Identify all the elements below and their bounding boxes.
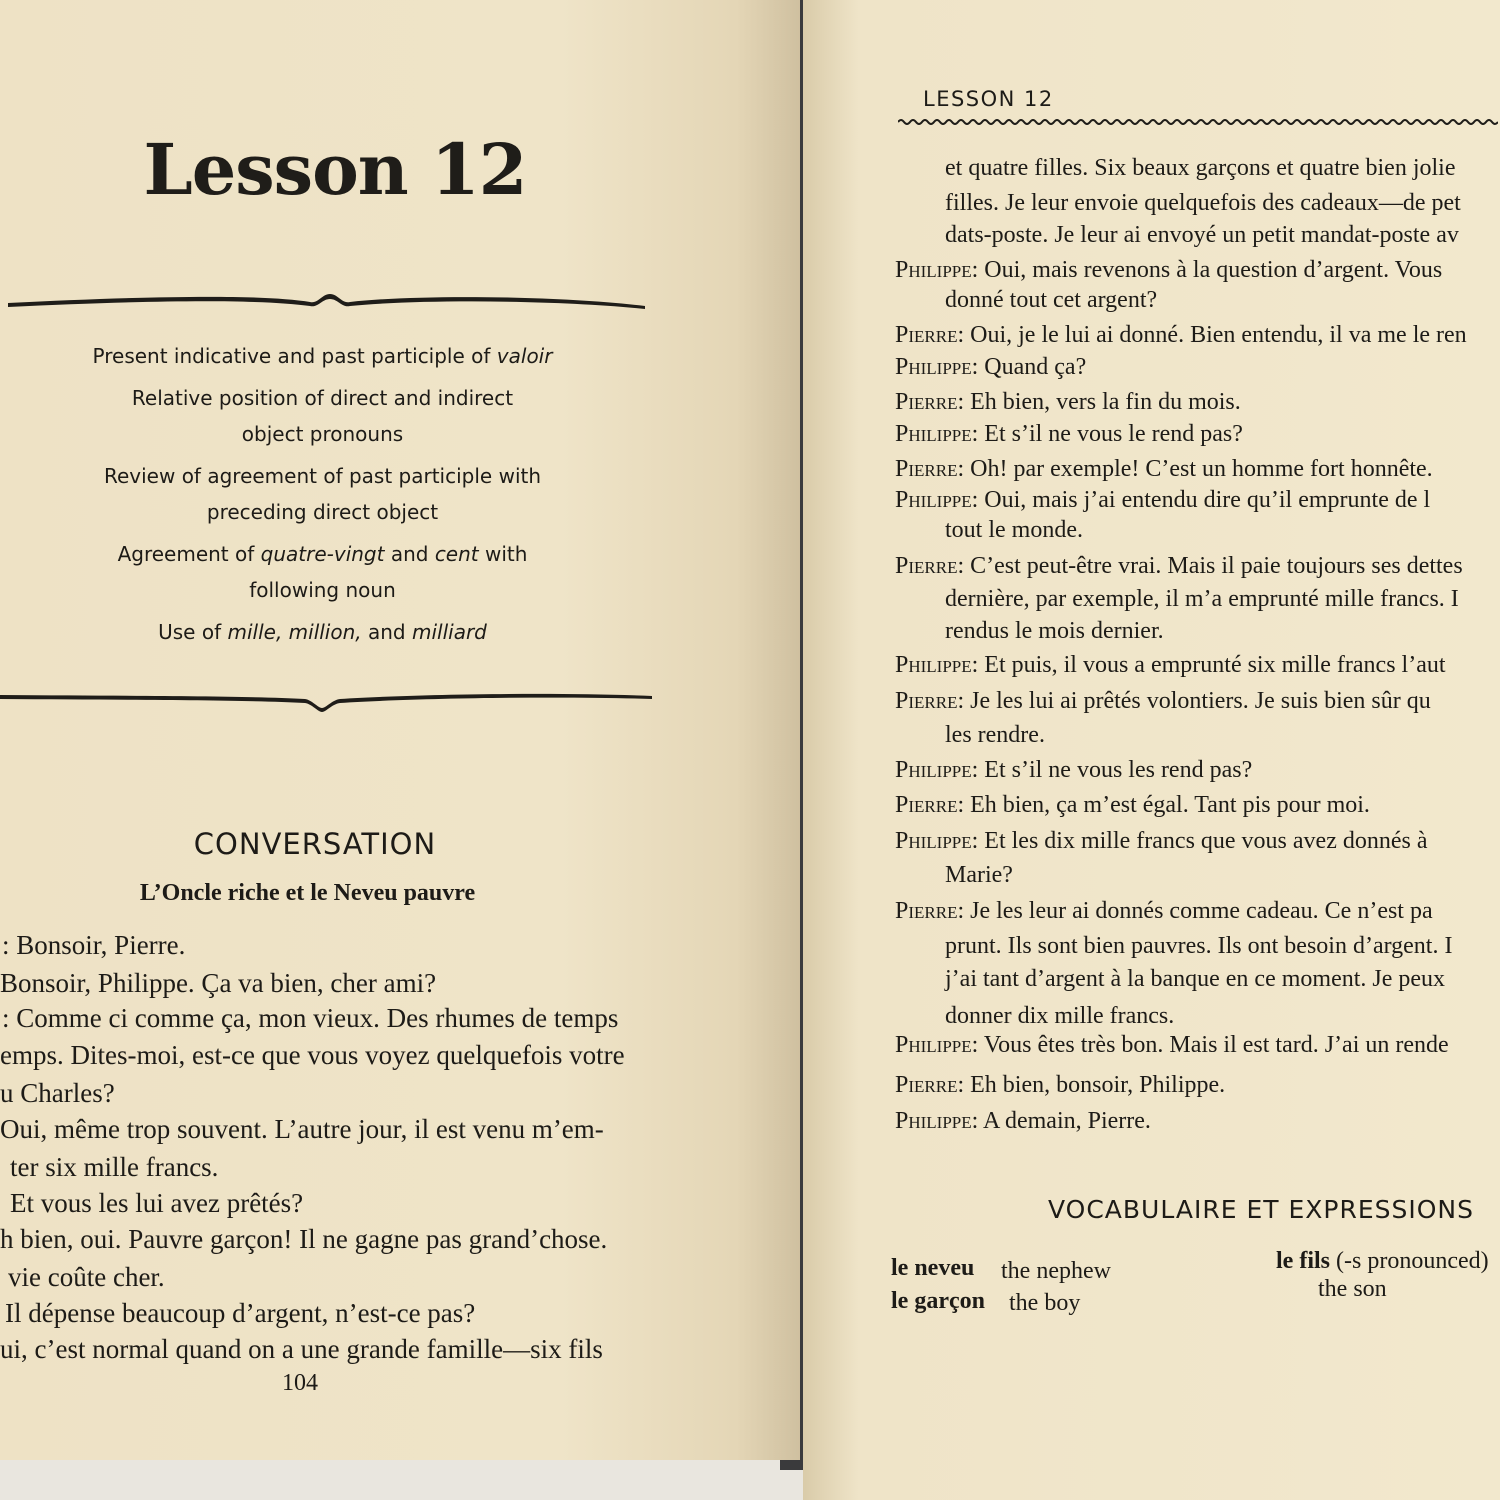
vocab-word <box>1276 1248 1489 1275</box>
speaker-name: Philippe <box>895 257 972 283</box>
speaker-name: Philippe <box>895 652 972 678</box>
dialogue-text: dats-poste. Je leur ai envoyé un petit mandat-poste av <box>945 222 1459 248</box>
right-page <box>803 0 1500 1500</box>
topic-pronouns: Relative position of direct and indirect <box>131 386 514 410</box>
dialogue-line <box>945 190 1461 217</box>
speaker-name: Philippe <box>895 757 972 783</box>
vocab-term: le garçon <box>891 1288 985 1314</box>
dialogue-line <box>895 389 1241 416</box>
topic-text: Agreement of <box>117 542 261 566</box>
topic-text: with <box>478 542 528 566</box>
dialogue-text: : Quand ça? <box>971 354 1087 380</box>
dialogue-text: tout le monde. <box>945 517 1083 543</box>
dialogue-line: emps. Dites-moi, est-ce que vous voyez quelquefois votre <box>0 1040 625 1070</box>
dialogue-line <box>895 828 1428 855</box>
dialogue-line <box>945 586 1459 613</box>
vocab-term: le neveu <box>891 1255 975 1281</box>
dialogue-line <box>945 1003 1174 1030</box>
dialogue-line <box>895 792 1370 819</box>
topic-term: mille, million, <box>227 620 362 644</box>
dialogue-line: : Comme ci comme ça, mon vieux. Des rhumes de temps <box>2 1003 619 1033</box>
speaker-name: Philippe <box>895 1032 972 1058</box>
page-number: 104 <box>282 1370 318 1396</box>
wavy-rule <box>898 116 1498 128</box>
topic-quatre-vingt <box>0 536 645 572</box>
lesson-topics <box>0 338 645 650</box>
dialogue-text: donner dix mille francs. <box>945 1003 1175 1029</box>
topic-text: and <box>384 542 435 566</box>
speaker-name: Pierre <box>895 1072 958 1098</box>
top-ornament <box>0 290 660 320</box>
dialogue-text: dernière, par exemple, il m’a emprunté mille francs. I <box>945 586 1459 612</box>
speaker-name: Philippe <box>895 421 972 447</box>
conversation-title: L’Oncle riche et le Neveu pauvre <box>139 880 476 906</box>
dialogue-line <box>895 757 1252 784</box>
dialogue-line <box>895 257 1442 284</box>
dialogue-line <box>945 287 1157 314</box>
dialogue-text: prunt. Ils sont bien pauvres. Ils ont besoin d’argent. I <box>945 933 1453 959</box>
dialogue-line <box>945 618 1164 645</box>
dialogue-line: h bien, oui. Pauvre garçon! Il ne gagne pas grand’chose. <box>0 1224 608 1254</box>
dialogue-line <box>945 517 1083 544</box>
vocab-word <box>891 1288 985 1315</box>
topic-valoir <box>0 338 645 374</box>
dialogue-text: les rendre. <box>945 722 1045 748</box>
speaker-name: Pierre <box>895 322 958 348</box>
dialogue-text: : C’est peut-être vrai. Mais il paie toujours ses dettes <box>957 553 1463 579</box>
dialogue-line <box>945 933 1452 960</box>
vocabulary-heading: VOCABULAIRE ET EXPRESSIONS <box>1048 1195 1474 1224</box>
speaker-name: Philippe <box>895 487 972 513</box>
dialogue-line <box>895 354 1086 381</box>
speaker-name: Pierre <box>895 792 958 818</box>
conversation-heading: CONVERSATION <box>193 827 437 861</box>
dialogue-line: vie coûte cher. <box>8 1262 165 1292</box>
topic-text: Use of <box>158 620 228 644</box>
vocab-gloss: the son <box>1318 1276 1387 1302</box>
dialogue-line <box>895 652 1446 679</box>
dialogue-text: : Eh bien, ça m’est égal. Tant pis pour moi. <box>957 792 1370 818</box>
topic-agreement-cont: preceding direct object <box>206 500 439 524</box>
speaker-name: Pierre <box>895 389 958 415</box>
dialogue-text: et quatre filles. Six beaux garçons et quatre bien jolie <box>945 155 1456 181</box>
speaker-name: Philippe <box>895 1108 972 1134</box>
topic-term: quatre-vingt <box>260 542 385 566</box>
dialogue-line: : Bonsoir, Pierre. <box>2 930 186 960</box>
dialogue-line: Bonsoir, Philippe. Ça va bien, cher ami? <box>0 968 437 998</box>
dialogue-line <box>945 862 1013 889</box>
dialogue-text: : Je les lui ai prêtés volontiers. Je suis bien sûr qu <box>957 688 1431 714</box>
vocab-gloss: the nephew <box>1001 1258 1111 1284</box>
vocab-gloss: the boy <box>1009 1290 1081 1316</box>
dialogue-text: filles. Je leur envoie quelquefois des cadeaux—de pet <box>945 190 1461 216</box>
dialogue-text: : Oui, je le lui ai donné. Bien entendu, il va me le ren <box>957 322 1467 348</box>
dialogue-text: Marie? <box>945 862 1013 888</box>
topic-text: and <box>361 620 412 644</box>
dialogue-text: : A demain, Pierre. <box>971 1108 1151 1134</box>
speaker-name: Pierre <box>895 553 958 579</box>
dialogue-line <box>895 1108 1151 1135</box>
dialogue-text: : Eh bien, bonsoir, Philippe. <box>957 1072 1226 1098</box>
running-head: LESSON 12 <box>923 87 1054 111</box>
topic-agreement: Review of agreement of past participle with <box>103 464 542 488</box>
dialogue-line: u Charles? <box>0 1078 115 1108</box>
speaker-name: Pierre <box>895 456 958 482</box>
dialogue-line: ui, c’est normal quand on a une grande famille—six fils <box>0 1334 603 1364</box>
dialogue-text: : Oh! par exemple! C’est un homme fort honnête. <box>957 456 1433 482</box>
dialogue-line <box>895 688 1431 715</box>
topic-term: milliard <box>411 620 487 644</box>
dialogue-line <box>895 1032 1449 1059</box>
dialogue-line: Oui, même trop souvent. L’autre jour, il est venu m’em- <box>0 1114 604 1144</box>
dialogue-text: : Eh bien, vers la fin du mois. <box>957 389 1241 415</box>
dialogue-line <box>895 1072 1225 1099</box>
topic-pronouns-cont: object pronouns <box>241 422 404 446</box>
vocab-term: le fils <box>1276 1248 1330 1274</box>
dialogue-text: : Et les dix mille francs que vous avez donnés à <box>971 828 1428 854</box>
dialogue-line <box>895 487 1430 514</box>
dialogue-text: : Oui, mais revenons à la question d’argent. Vous <box>971 257 1443 283</box>
dialogue-line <box>945 966 1445 993</box>
speaker-name: Pierre <box>895 688 958 714</box>
topic-quatre-vingt-cont: following noun <box>249 578 396 602</box>
speaker-name: Pierre <box>895 898 958 924</box>
dialogue-text: : Oui, mais j’ai entendu dire qu’il emprunte de l <box>971 487 1431 513</box>
dialogue-line: Et vous les lui avez prêtés? <box>10 1188 304 1218</box>
dialogue-text: : Je les leur ai donnés comme cadeau. Ce n’est pa <box>957 898 1433 924</box>
topic-text: Present indicative and past participle of <box>92 344 497 368</box>
dialogue-line <box>945 155 1456 182</box>
dialogue-text: j’ai tant d’argent à la banque en ce moment. Je peux <box>945 966 1446 992</box>
dialogue-line <box>895 421 1243 448</box>
topic-term: cent <box>434 542 479 566</box>
dialogue-line <box>895 456 1433 483</box>
speaker-name: Philippe <box>895 828 972 854</box>
topic-term: valoir <box>496 344 553 368</box>
dialogue-line <box>945 222 1459 249</box>
dialogue-text: : Et s’il ne vous le rend pas? <box>971 421 1243 447</box>
dialogue-line <box>945 722 1045 749</box>
bottom-ornament <box>0 686 660 716</box>
speaker-name: Philippe <box>895 354 972 380</box>
dialogue-text: rendus le mois dernier. <box>945 618 1164 644</box>
topic-mille <box>0 614 645 650</box>
dialogue-text: donné tout cet argent? <box>945 287 1158 313</box>
vocab-word <box>891 1255 974 1282</box>
dialogue-text: : Et puis, il vous a emprunté six mille francs l’aut <box>971 652 1446 678</box>
dialogue-text: : Et s’il ne vous les rend pas? <box>971 757 1253 783</box>
dialogue-text: : Vous êtes très bon. Mais il est tard. J’ai un rende <box>971 1032 1449 1058</box>
dialogue-line <box>895 898 1433 925</box>
dialogue-line <box>895 553 1463 580</box>
lesson-title: Lesson 12 <box>143 128 527 211</box>
dialogue-line: ter six mille francs. <box>10 1152 219 1182</box>
vocab-note: (-s pronounced) <box>1336 1248 1489 1274</box>
dialogue-line: Il dépense beaucoup d’argent, n’est-ce pas? <box>5 1298 476 1328</box>
dialogue-line <box>895 322 1467 349</box>
